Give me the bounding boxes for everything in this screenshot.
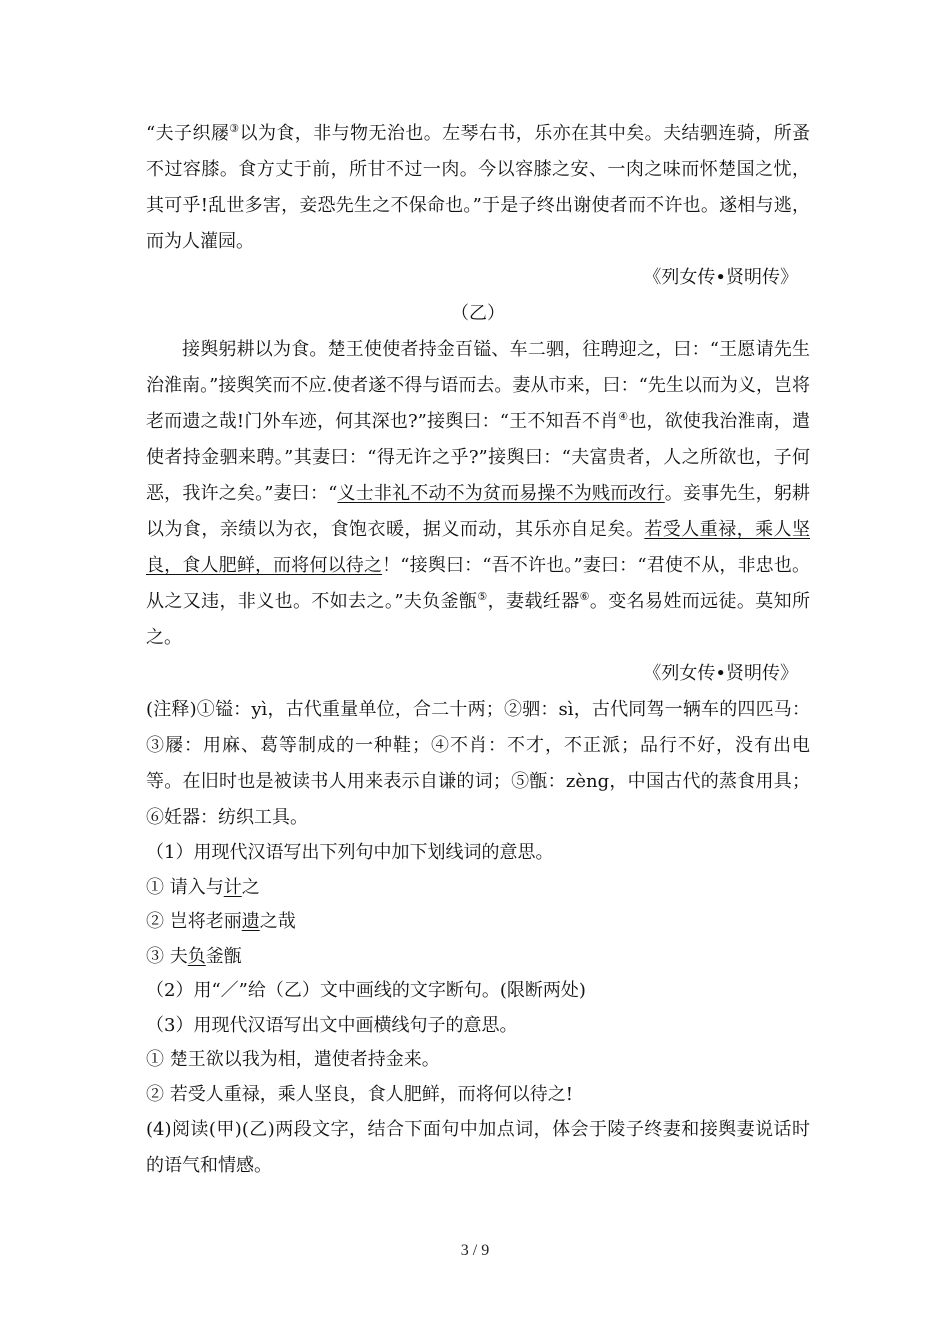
question-2: （2）用“／”给（乙）文中画线的文字断句。(限断两处): [146, 980, 586, 1001]
question-1-item-a: ① 请入与计之: [146, 876, 260, 898]
question-4: (4)阅读(甲)(乙)两段文字，结合下面句中加点词，体会于陵子终妻和接舆妻说话时的语气和情感。: [146, 1119, 810, 1176]
question-3-item-a: ① 楚王欲以我为相，遣使者持金来。: [146, 1049, 440, 1070]
note-ref-4: ④: [618, 410, 629, 423]
page-number: 3 / 9: [460, 1242, 490, 1259]
annotations: (注释)①镒：yì，古代重量单位，合二十两；②驷：sì，古代同驾一辆车的四匹马：③屦：用麻、葛等制成的一种鞋；④不肖：不才，不正派；品行不好，没有出电等。在旧时也是被读书人用来表示自谦的词；⑤甑：zèng，中国古代的蒸食用具；⑥妊器：纺织工具。: [146, 699, 810, 828]
question-1-item-b: ② 岂将老丽遗之哉: [146, 911, 296, 932]
source-citation-yi: 《列女传•贤明传》: [643, 663, 798, 684]
section-heading-yi: （乙）: [451, 303, 505, 324]
question-1: （1）用现代汉语写出下列句中加下划线词的意思。: [146, 842, 554, 863]
underlined-passage-2: 若受人重禄，乘人坚良，食人肥鲜，而将何以待之: [146, 519, 811, 576]
underlined-word: 负: [187, 945, 206, 967]
underlined-word: 遗: [241, 911, 260, 932]
passage-jia: “夫子织屦③以为食，非与物无治也。左琴右书，乐亦在其中矣。夫结驷连骑，所蚤不过容膝。食方丈于前，所甘不过一肉。今以容膝之安、一肉之味而怀楚国之忧，其可乎!乱世多害，妾恐先生之不保命也。”于是子终出谢使者而不许也。遂相与逃，而为人灌园。: [146, 122, 810, 252]
note-ref-5: ⑤: [477, 590, 488, 603]
note-ref-3: ③: [229, 122, 240, 135]
passage-yi: 接舆躬耕以为食。楚王使使者持金百镒、车二驷，往聘迎之，曰：“王愿请先生治淮南。”接舆笑而不应.使者遂不得与语而去。妻从市来，曰：“先生以而为义，岂将老而遗之哉!门外车迹，何其深也?”接舆曰：“王不知吾不肖④也，欲使我治淮南，遣使者持金驷来聘。”其妻曰：“得无许之乎?”接舆曰：“夫富贵者，人之所欲也，子何恶，我许之矣。”妻曰：“义士非礼不动不为贫而易操不为贱而改行。妾事先生，躬耕以为食，亲绩以为衣，食饱衣暖，据义而动，其乐亦自足矣。若受人重禄，乘人坚良，食人肥鲜，而将何以待之！“接舆曰：“吾不许也。”妻曰：“君使不从，非忠也。从之又违，非义也。不如去之。”夫负釜甑⑤，妻载纴器⑥。变名易姓而远徒。莫知所之。: [146, 339, 811, 648]
question-3: （3）用现代汉语写出文中画横线句子的意思。: [146, 1014, 518, 1036]
source-citation-jia: 《列女传•贤明传》: [643, 267, 798, 288]
note-ref-6: ⑥: [579, 590, 590, 603]
question-1-item-c: ③ 夫负釜甑: [146, 945, 242, 967]
question-3-item-b: ② 若受人重禄，乘人坚良，食人肥鲜，而将何以待之!: [146, 1083, 573, 1105]
document-body: [146, 116, 810, 1184]
underlined-word: 计: [223, 876, 242, 898]
underlined-passage-1: 义士非礼不动不为贫而易操不为贱而改行: [337, 483, 665, 504]
